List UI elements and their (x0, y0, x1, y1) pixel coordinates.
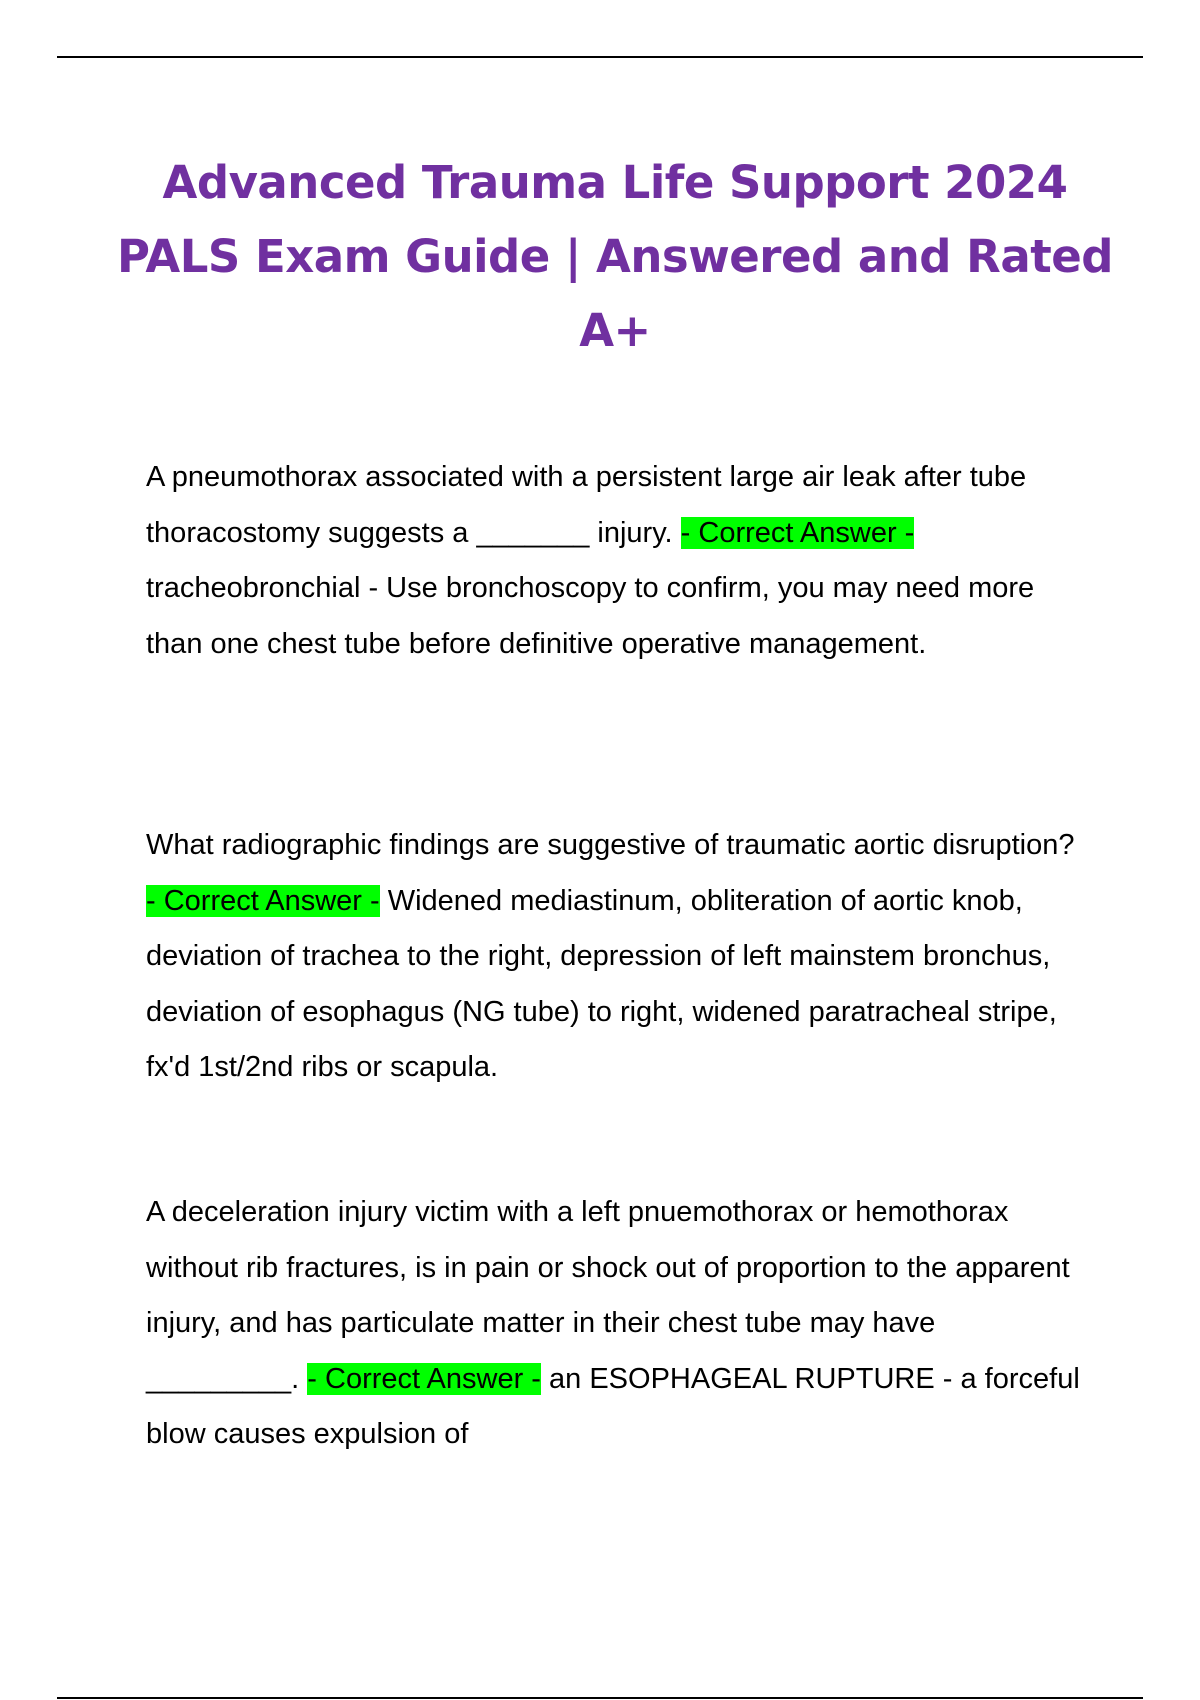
title-line-1: Advanced Trauma Life Support 2024 (162, 156, 1068, 209)
question-text: A deceleration injury victim with a left pnuemothorax or hemothorax without rib fractures, is in pain or shock out of proportion to the apparent injury, and has particulate matter in their chest tube may have _________. (146, 1196, 1070, 1395)
correct-answer-marker: - Correct Answer - (680, 516, 915, 549)
answer-text: an ESOPHAGEAL RUPTURE - a forceful blow causes expulsion of (146, 1362, 1080, 1450)
answer-text: tracheobronchial - Use bronchoscopy to confirm, you may need more than one chest tube before definitive operative management. (146, 572, 1035, 660)
qa-item (146, 450, 1086, 672)
correct-answer-marker: - Correct Answer - (307, 1362, 541, 1395)
question-text: What radiographic findings are suggestive of traumatic aortic disruption? (146, 829, 1075, 861)
document-title (110, 146, 1120, 368)
top-rule (57, 56, 1143, 58)
answer-text: Widened mediastinum, obliteration of aortic knob, deviation of trachea to the right, depression of left mainstem bronchus, deviation of esophagus (NG tube) to right, widened paratracheal stripe, fx'd 1st/2nd ribs or scapula. (146, 884, 1057, 1083)
question-text: A pneumothorax associated with a persistent large air leak after tube thoracostomy suggests a _______ injury. (146, 461, 1027, 549)
qa-item (146, 1185, 1086, 1463)
title-line-2: PALS Exam Guide | Answered and Rated (117, 230, 1113, 283)
qa-item (146, 818, 1086, 1096)
correct-answer-marker: - Correct Answer - (146, 884, 380, 917)
bottom-rule (57, 1697, 1143, 1699)
title-line-3: A+ (579, 304, 651, 357)
